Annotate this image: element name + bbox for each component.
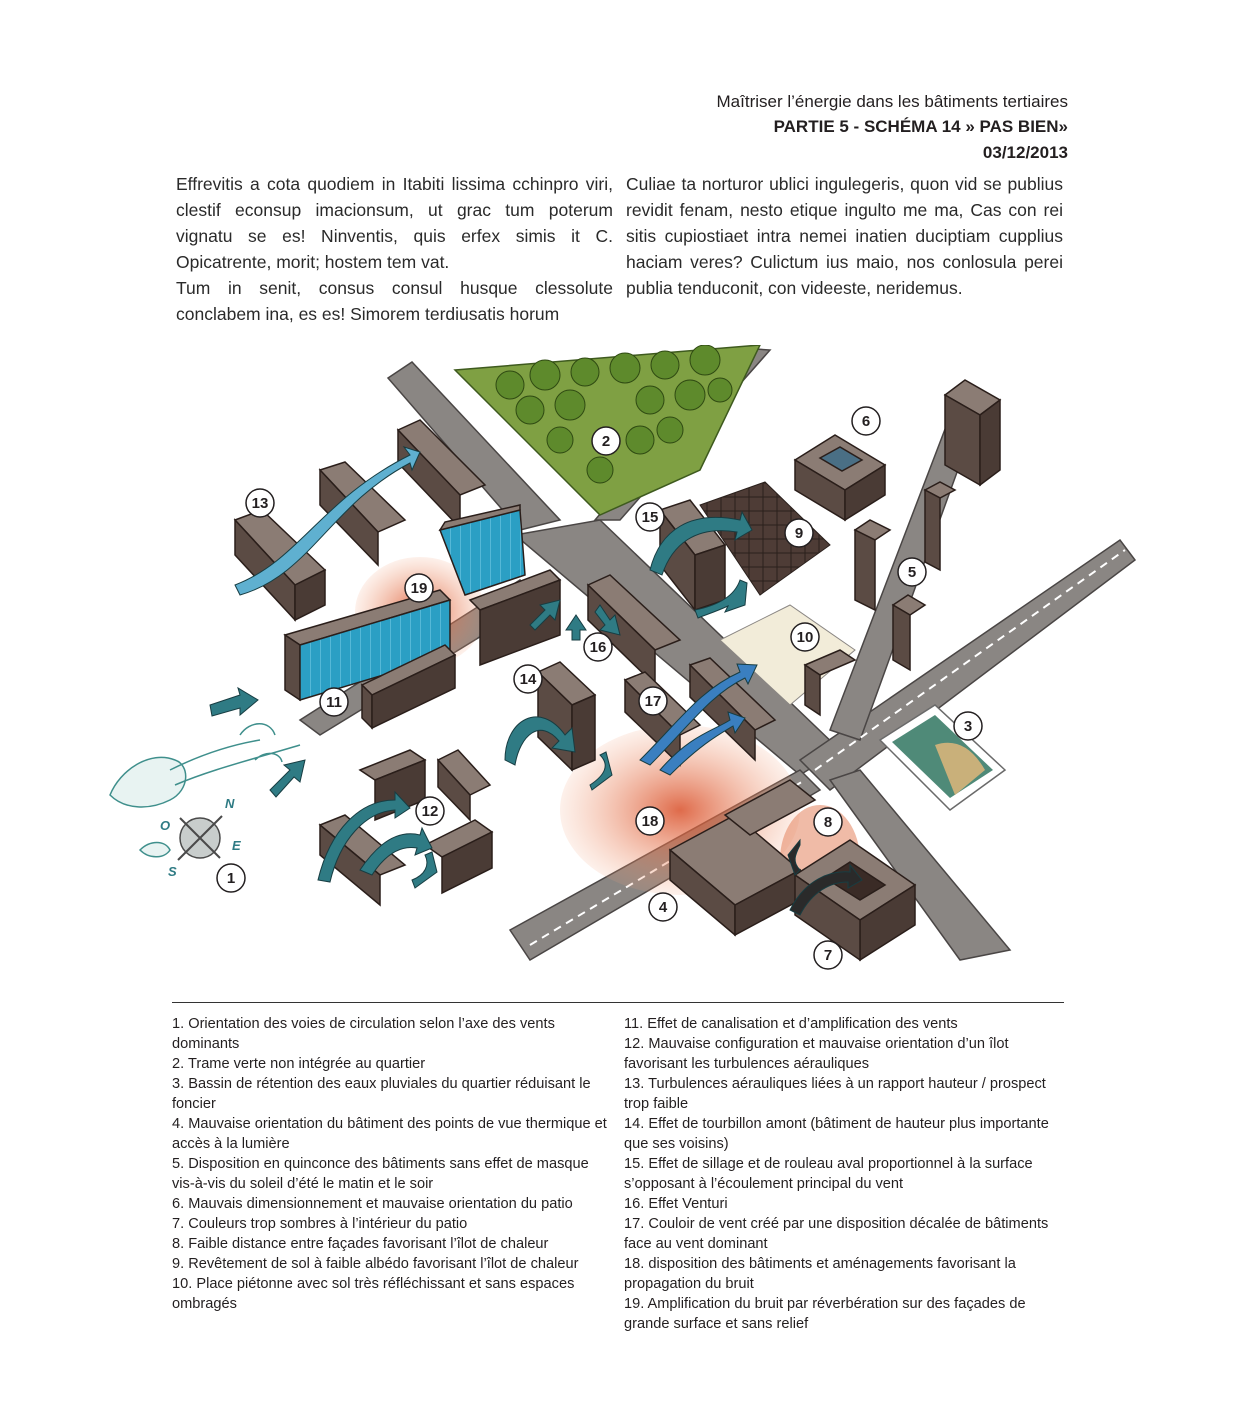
svg-text:11: 11 [326,694,342,711]
svg-text:15: 15 [641,509,659,526]
legend-item: 10. Place piétonne avec sol très réfléchissant et sans espaces ombragés [172,1276,575,1312]
legend-left [172,1014,612,1314]
svg-text:19: 19 [410,580,428,597]
legend-item: 6. Mauvais dimensionnement et mauvaise orientation du patio [172,1196,573,1212]
paragraph: Culiae ta norturor ublici ingulegeris, quon vid se publius revidit fenam, nesto etique ingulto me ma, Cas con rei sitis cupiostiaet intra nemei inatien duciptiam cupplius haciam veres? Culictum ius maio, nos conlosula perei publia tenduconit, con videeste, neridemus. [626,174,1063,298]
svg-text:12: 12 [421,803,439,820]
marker-13 [246,489,274,517]
legend-item: 1. Orientation des voies de circulation selon l’axe des vents dominants [172,1016,555,1052]
svg-text:4: 4 [658,899,668,916]
paragraph: Tum in senit, consus consul husque clessolute conclabem ina, es es! Simorem terdiusatis horum [176,278,613,324]
marker-12 [416,797,444,825]
svg-text:6: 6 [861,413,871,430]
compass-east: E [232,838,241,853]
legend-item: 17. Couloir de vent créé par une disposition décalée de bâtiments face au vent dominant [624,1216,1049,1252]
svg-text:10: 10 [796,629,814,646]
marker-16 [584,633,612,661]
legend-item: 19. Amplification du bruit par réverbération sur des façades de grande surface et sans relief [624,1296,1026,1332]
compass-north: N [225,796,235,811]
marker-5 [898,558,926,586]
marker-11 [320,688,348,716]
marker-1 [217,864,245,892]
marker-6 [852,407,880,435]
marker-18 [636,807,664,835]
legend-item: 13. Turbulences aérauliques liées à un rapport hauteur / prospect trop faible [624,1076,1046,1112]
urban-wind-illustration [95,345,1180,985]
marker-15 [636,503,664,531]
legend-item: 18. disposition des bâtiments et aménagements favorisant la propagation du bruit [624,1256,1016,1292]
marker-3 [954,712,982,740]
svg-text:18: 18 [641,813,659,830]
svg-text:13: 13 [251,495,269,512]
svg-text:1: 1 [226,870,236,887]
legend-item: 2. Trame verte non intégrée au quartier [172,1056,426,1072]
svg-text:8: 8 [823,814,833,831]
legend-right [624,1014,1064,1334]
divider [172,1002,1064,1003]
legend-item: 11. Effet de canalisation et d’amplification des vents [624,1016,958,1032]
svg-text:7: 7 [823,947,833,964]
legend-item: 4. Mauvaise orientation du bâtiment des points de vue thermique et accès à la lumière [172,1116,607,1152]
legend-item: 15. Effet de sillage et de rouleau aval proportionnel à la surface s’opposant à l’écoulement principal du vent [624,1156,1033,1192]
text-column-left [176,171,613,327]
marker-9 [785,519,813,547]
paragraph: Effrevitis a cota quodiem in Itabiti lissima cchinpro viri, clestif econsup imacionsum, ut grac tum poterum vignatu se es! Ninventis, quis erfex simis it C. Opicatrente, morit; hostem tem vat. [176,174,613,272]
compass-south: S [168,864,177,879]
text-column-right [626,171,1063,301]
marker-7 [814,941,842,969]
svg-text:14: 14 [519,671,537,688]
document-date: 03/12/2013 [982,143,1068,162]
svg-text:17: 17 [644,693,662,710]
marker-4 [649,893,677,921]
marker-19 [405,574,433,602]
svg-text:2: 2 [601,433,611,450]
legend-item: 16. Effet Venturi [624,1196,728,1212]
document-subtitle: PARTIE 5 - SCHÉMA 14 » PAS BIEN» [773,117,1068,136]
marker-14 [514,665,542,693]
document-title: Maîtriser l’énergie dans les bâtiments tertiaires [716,92,1068,111]
legend-item: 9. Revêtement de sol à faible albédo favorisant l’îlot de chaleur [172,1256,579,1272]
marker-10 [791,623,819,651]
legend-item: 12. Mauvaise configuration et mauvaise orientation d’un îlot favorisant les turbulences aérauliques [624,1036,1009,1072]
legend-item: 5. Disposition en quinconce des bâtiments sans effet de masque vis-à-vis du soleil d’été le matin et le soir [172,1156,589,1192]
svg-text:9: 9 [794,525,804,542]
legend-item: 7. Couleurs trop sombres à l’intérieur du patio [172,1216,468,1232]
marker-2 [592,427,620,455]
svg-text:16: 16 [589,639,607,656]
legend-item: 8. Faible distance entre façades favorisant l’îlot de chaleur [172,1236,549,1252]
svg-text:3: 3 [963,718,973,735]
marker-8 [814,808,842,836]
compass-west: O [160,818,171,833]
legend-item: 3. Bassin de rétention des eaux pluviales du quartier réduisant le foncier [172,1076,591,1112]
svg-text:5: 5 [907,564,917,581]
legend-item: 14. Effet de tourbillon amont (bâtiment de hauteur plus importante que ses voisins) [624,1116,1049,1152]
marker-17 [639,687,667,715]
